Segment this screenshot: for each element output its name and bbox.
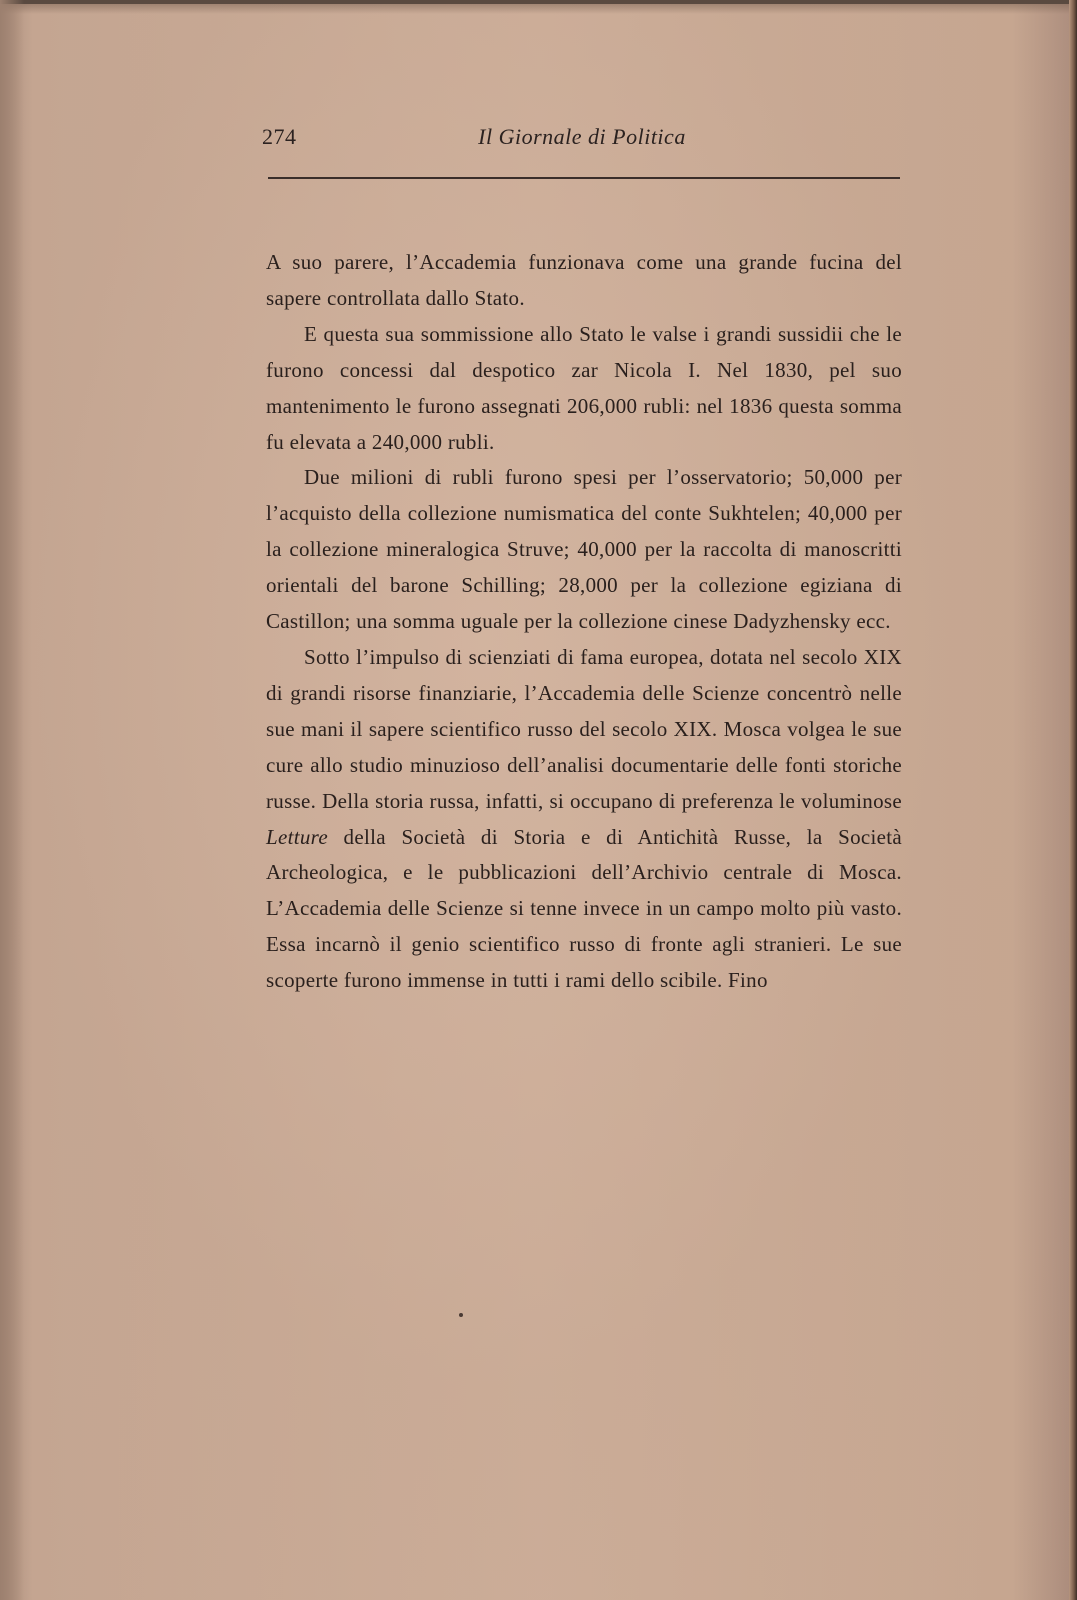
ink-speck — [459, 1313, 463, 1317]
body-text — [266, 245, 902, 999]
page-right-edge — [1069, 0, 1077, 1600]
paragraph-4-italic-title: Letture — [266, 824, 328, 849]
paragraph-2: E questa sua sommissione allo Stato le valse i grandi sussidii che le furono concessi dal despotico zar Nicola I. Nel 1830, pel suo mantenimento le furono assegnati 206,000 rubli: nel 1836 questa somma fu elevata a 240,000 rubli. — [266, 321, 902, 454]
running-title: Il Giornale di Politica — [478, 124, 686, 149]
paragraph-3: Due milioni di rubli furono spesi per l’osservatorio; 50,000 per l’acquisto della collezione numismatica del conte Sukhtelen; 40,000 per la collezione mineralogica Struve; 40,000 per la raccolta di manoscritti orientali del barone Schilling; 28,000 per la collezione egiziana di Castillon; una somma uguale per la collezione cinese Dadyzhensky ecc. — [266, 465, 902, 634]
page-header — [262, 124, 902, 154]
header-rule — [268, 177, 900, 179]
paragraph-4 — [266, 640, 902, 999]
paragraph-4-text-a: Sotto l’impulso di scienziati di fama europea, dotata nel secolo XIX di grandi risorse finanziarie, l’Accademia delle Scienze concentrò nelle sue mani il sapere scientifico russo del secolo XIX. Mosca volgea le sue cure allo studio minuzioso dell’analisi documentarie delle fonti storiche russe. Della storia russa, infatti, si occupano di preferenza le voluminose — [266, 644, 902, 813]
page-number: 274 — [262, 124, 297, 149]
paragraph-1: A suo parere, l’Accademia funzionava come una grande fucina del sapere controllata dallo Stato. — [266, 250, 902, 310]
page-top-shadow — [0, 4, 1077, 14]
paragraph-4-text-b: della Società di Storia e di Antichità Russe, la Società Archeologica, e le pubblicazioni dell’Archivio centrale di Mosca. L’Accademia delle Scienze si tenne invece in un campo molto più vasto. Essa incarnò il genio scientifico russo di fronte agli stranieri. Le sue scoperte furono immense in tutti i rami dello scibile. Fino — [266, 824, 902, 993]
page-left-shadow — [0, 0, 24, 1600]
